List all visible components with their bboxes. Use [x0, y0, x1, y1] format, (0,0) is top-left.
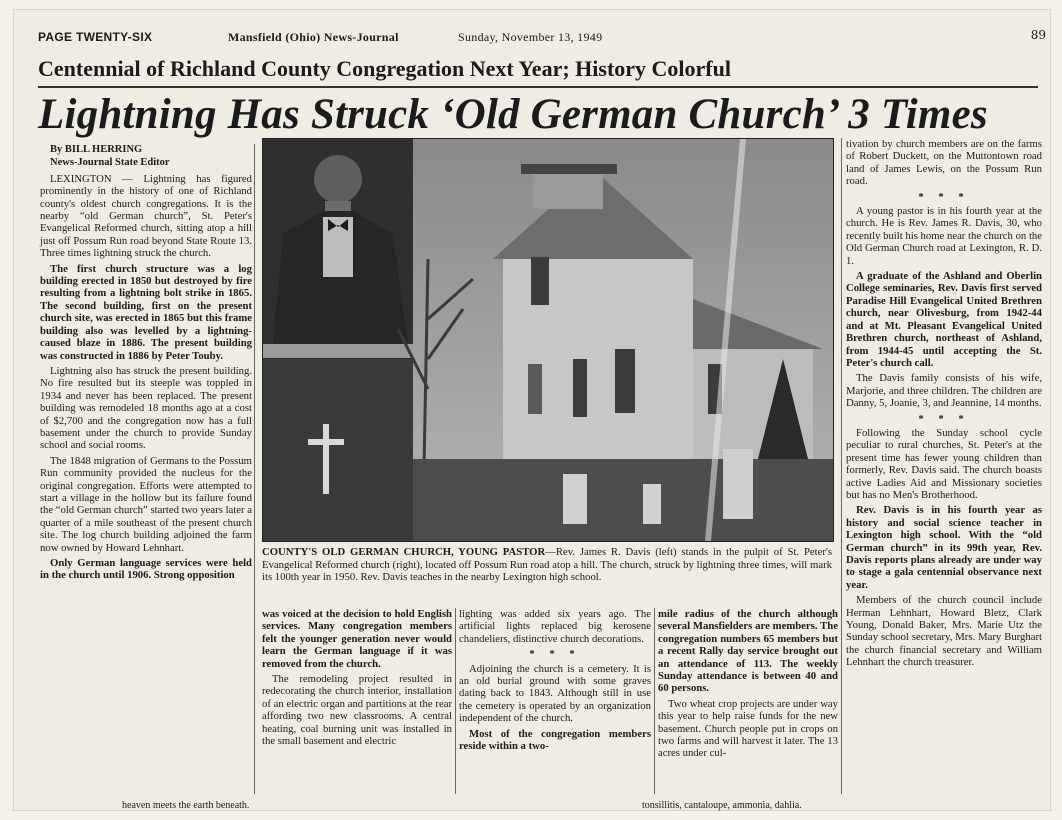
photo-caption — [262, 546, 832, 584]
photo-pastor-and-church — [262, 138, 834, 542]
paragraph: The 1848 migration of Germans to the Possum Run community provided the nucleus for the original congregation. Efforts were attempted to start a village in the hollow but its failure found the “old German church” started two years later a quarter of a mile southeast of the present church site. The log church building adjoined the farm now owned by Howard Lehnhart. — [40, 454, 252, 554]
headline: Lightning Has Struck ‘Old German Church’ 3 Times — [38, 91, 988, 138]
bottom-fragment-right: tonsillitis, cantaloupe, ammonia, dahlia. — [642, 800, 802, 811]
paragraph: Only German language services were held in the church until 1906. Strong opposition — [40, 557, 252, 582]
paragraph: LEXINGTON — Lightning has figured prominently in the history of one of Richland county's oldest church congregations. It is the nearby “old German church”, St. Peter's Evangelical Reformed church, sitting atop a hill just off Possum Run road beyond State Route 13. Three times lightning struck the church. — [40, 172, 252, 260]
paragraph: The Davis family consists of his wife, Marjorie, and three children. The children are Danny, 5, Joanie, 3, and Jeannine, 14 months. — [846, 372, 1042, 410]
paragraph: Lightning also has struck the present building. No fire resulted but its steeple was toppled in 1934 and never has been replaced. The present building was remodeled 18 months ago at a cost of $2,700 and the congregation now has a full basement under the church to provide Sunday school and social rooms. — [40, 364, 252, 452]
paragraph: tivation by church members are on the farms of Robert Duckett, on the Muttontown road land of James Lewis, on the Possum Run road. — [846, 138, 1042, 188]
paragraph: Most of the congregation members reside within a two- — [459, 727, 651, 753]
section-stars: * * * — [529, 648, 581, 661]
article-column-2 — [262, 608, 452, 750]
paragraph: The remodeling project resulted in redecorating the church interior, installation of an electric organ and partitions at the rear affording two new classrooms. A central heating, coal burning unit was installed in the small basement and electric — [262, 673, 452, 748]
article-column-1 — [40, 144, 252, 585]
photo-image — [263, 139, 833, 541]
column-rule — [654, 608, 655, 794]
paragraph: Adjoining the church is a cemetery. It is an old burial ground with some graves dating back to 1843. Although still in use the cemetery is operated by an organization independent of the church. — [459, 662, 651, 725]
article-column-3 — [459, 608, 651, 755]
paragraph: was voiced at the decision to hold English services. Many congregation members felt the younger generation never would learn the German language if it was removed from the church. — [262, 608, 452, 670]
section-stars: * * * — [918, 190, 970, 203]
paragraph: mile radius of the church although several Mansfielders are members. The congregation numbers 65 members but a recent Rally day service brought out an attendance of 113. The weekly Sunday attendance is between 40 and 60 persons. — [658, 608, 838, 695]
paragraph: lighting was added six years ago. The artificial lights replaced big kerosene chandeliers, distinctive church decorations. — [459, 608, 651, 645]
subheadline: Centennial of Richland County Congregation Next Year; History Colorful — [38, 56, 731, 81]
paragraph: Members of the church council include Herman Lehnhart, Howard Bletz, Clark Young, Donald Baker, Mrs. Marie Utz the Sunday school secretary, Mrs. Mary Burghart the church financial secretary and William Lehnhart the church treasurer. — [846, 594, 1042, 669]
column-rule — [254, 144, 255, 794]
paper-name: Mansfield (Ohio) News-Journal — [228, 30, 399, 44]
corner-number: 89 — [1030, 28, 1046, 42]
caption-text: —Rev. James R. Davis (left) stands in the pulpit of St. Peter's Evangelical Reformed church (right), located off Possum Run road atop a hill. The church, struck by lightning three times, will mark its 100th year in 1950. Rev. Davis teaches in the nearby Lexington high school. — [262, 546, 832, 584]
section-stars: * * * — [918, 412, 970, 425]
header-rule — [38, 86, 1038, 88]
paragraph: A graduate of the Ashland and Oberlin College seminaries, Rev. Davis first served Paradise Hill Evangelical United Brethren church, near Olivesburg, from 1942-44 and at Mt. Pleasant Evangelical United Brethren church, northeast of Ashland, from 1944-45 until accepting the St. Peter's church call. — [846, 270, 1042, 369]
paragraph: A young pastor is in his fourth year at the church. He is Rev. James R. Davis, 30, who recently built his home near the church on the Old German Church road at Lexington, R. D. 1. — [846, 205, 1042, 267]
bottom-fragment-left: heaven meets the earth beneath. — [122, 800, 250, 811]
article-column-5 — [846, 138, 1042, 672]
page-number: PAGE TWENTY-SIX — [38, 30, 153, 44]
column-rule — [841, 138, 842, 794]
caption-lead: COUNTY'S OLD GERMAN CHURCH, YOUNG PASTOR — [262, 546, 546, 558]
paragraph: Two wheat crop projects are under way this year to help raise funds for the new basement. Church people put in crops on two farms and will harvest it later. The 13 acres under cul- — [658, 697, 838, 760]
article-column-4 — [658, 608, 838, 763]
newspaper-clipping — [14, 10, 1050, 810]
column-rule — [455, 608, 456, 794]
paragraph: The first church structure was a log building erected in 1850 but destroyed by fire resulting from a lightning bolt strike in 1865. The second building, first on the present church site, was erected in 1865 but this frame building also was levelled by a lightning-caused blaze in 1886. The present building was constructed in 1886 by Peter Touby. — [40, 262, 252, 362]
issue-date: Sunday, November 13, 1949 — [458, 30, 603, 44]
paragraph: Rev. Davis is in his fourth year as history and social science teacher in Lexington high school. With the “old German church” in its 99th year, Rev. Davis reports plans already are under way to stage a gala centennial observance next year. — [846, 504, 1042, 591]
paragraph: Following the Sunday school cycle peculiar to rural churches, St. Peter's at the present time has fewer young children than formerly, Rev. Davis said. The church boasts active Ladies Aid and Missionary societies but has no Men's Brotherhood. — [846, 426, 1042, 501]
byline-title: News-Journal State Editor — [50, 157, 170, 169]
byline-author: By BILL HERRING — [50, 144, 143, 155]
